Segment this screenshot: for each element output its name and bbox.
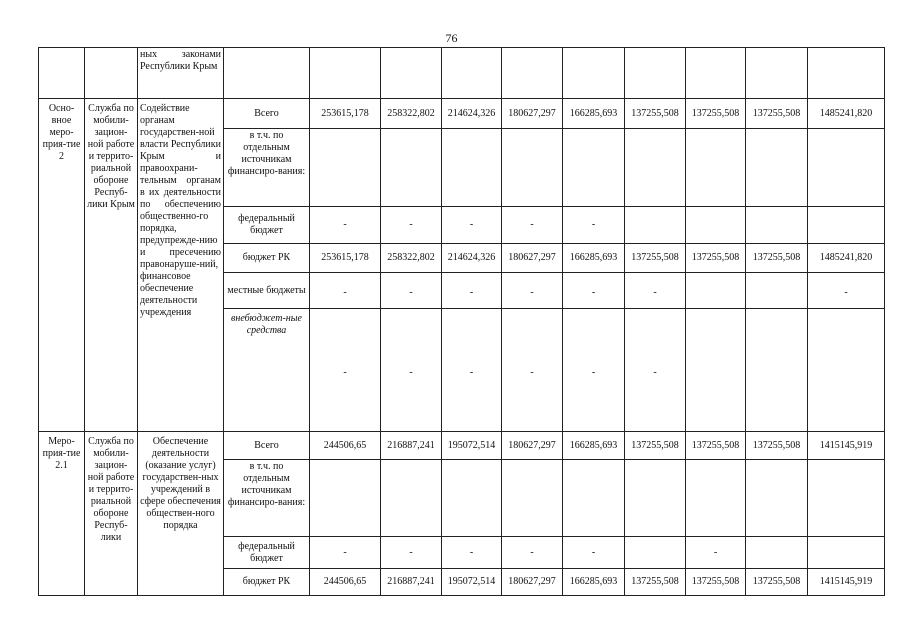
amount-cell bbox=[686, 309, 746, 432]
table-row bbox=[39, 432, 885, 460]
amount-cell: 166285,693 bbox=[563, 99, 625, 129]
amount-cell: - bbox=[442, 207, 502, 244]
amount-cell: - bbox=[381, 273, 442, 309]
amount-cell bbox=[808, 537, 885, 569]
amount-cell: 137255,508 bbox=[746, 244, 808, 273]
amount-cell: 137255,508 bbox=[686, 432, 746, 460]
amount-cell: 1485241,820 bbox=[808, 99, 885, 129]
funding-source: федеральный бюджет bbox=[224, 207, 310, 244]
amount-cell bbox=[808, 207, 885, 244]
funding-source: бюджет РК bbox=[224, 244, 310, 273]
amount-cell: - bbox=[310, 309, 381, 432]
amount-cell bbox=[625, 207, 686, 244]
amount-cell: - bbox=[563, 537, 625, 569]
funding-source: в т.ч. по отдельным источникам финансиро-вания: bbox=[224, 129, 310, 207]
amount-cell: - bbox=[563, 273, 625, 309]
amount-cell: 1485241,820 bbox=[808, 244, 885, 273]
amount-cell: 137255,508 bbox=[625, 569, 686, 596]
amount-cell bbox=[746, 273, 808, 309]
page-number: 76 bbox=[445, 31, 458, 45]
amount-cell: - bbox=[310, 207, 381, 244]
amount-cell bbox=[746, 460, 808, 537]
amount-cell: 244506,65 bbox=[310, 569, 381, 596]
amount-cell: 216887,241 bbox=[381, 569, 442, 596]
amount-cell: - bbox=[442, 309, 502, 432]
amount-cell: 1415145,919 bbox=[808, 432, 885, 460]
funding-source: в т.ч. по отдельным источникам финансиро-вания: bbox=[224, 460, 310, 537]
amount-cell: 137255,508 bbox=[625, 99, 686, 129]
funding-source: местные бюджеты bbox=[224, 273, 310, 309]
amount-cell: 166285,693 bbox=[563, 244, 625, 273]
amount-cell: 137255,508 bbox=[625, 432, 686, 460]
amount-cell: 253615,178 bbox=[310, 99, 381, 129]
amount-cell: - bbox=[502, 207, 563, 244]
amount-cell: - bbox=[502, 537, 563, 569]
amount-cell: - bbox=[442, 273, 502, 309]
funding-source: Всего bbox=[224, 432, 310, 460]
table-row bbox=[39, 99, 885, 129]
amount-cell bbox=[502, 129, 563, 207]
amount-cell bbox=[746, 129, 808, 207]
amount-cell bbox=[502, 460, 563, 537]
amount-cell: 253615,178 bbox=[310, 244, 381, 273]
amount-cell: 137255,508 bbox=[686, 569, 746, 596]
amount-cell: 195072,514 bbox=[442, 432, 502, 460]
continuation-text: ных законами Республики Крым bbox=[138, 48, 224, 99]
amount-cell: - bbox=[502, 309, 563, 432]
amount-cell: 214624,326 bbox=[442, 99, 502, 129]
amount-cell: 180627,297 bbox=[502, 244, 563, 273]
amount-cell bbox=[746, 309, 808, 432]
amount-cell bbox=[625, 129, 686, 207]
amount-cell: 1415145,919 bbox=[808, 569, 885, 596]
amount-cell bbox=[808, 309, 885, 432]
amount-cell: 180627,297 bbox=[502, 569, 563, 596]
measure-name: Обеспечение деятельности (оказание услуг) государствен-ных учреждений в сфере обеспечения обществен-ного порядка bbox=[138, 432, 224, 596]
amount-cell: - bbox=[442, 537, 502, 569]
amount-cell: - bbox=[563, 309, 625, 432]
amount-cell: - bbox=[625, 309, 686, 432]
executor: Служба по мобили-зацион-ной работе и террито-риальной обороне Респуб-лики Крым bbox=[85, 99, 138, 432]
amount-cell bbox=[381, 129, 442, 207]
amount-cell: 258322,802 bbox=[381, 244, 442, 273]
measure-code: Осно-вное меро-прия-тие 2 bbox=[39, 99, 85, 432]
amount-cell: 244506,65 bbox=[310, 432, 381, 460]
amount-cell bbox=[563, 129, 625, 207]
amount-cell bbox=[310, 460, 381, 537]
amount-cell bbox=[686, 129, 746, 207]
amount-cell: - bbox=[381, 207, 442, 244]
amount-cell: - bbox=[808, 273, 885, 309]
executor: Служба по мобили-зацион-ной работе и террито-риальной обороне Респуб-лики bbox=[85, 432, 138, 596]
continuation-row bbox=[39, 48, 885, 99]
amount-cell: - bbox=[502, 273, 563, 309]
amount-cell bbox=[310, 129, 381, 207]
amount-cell: 258322,802 bbox=[381, 99, 442, 129]
amount-cell: - bbox=[686, 537, 746, 569]
amount-cell: 180627,297 bbox=[502, 99, 563, 129]
amount-cell: 180627,297 bbox=[502, 432, 563, 460]
amount-cell: 137255,508 bbox=[746, 569, 808, 596]
funding-source: бюджет РК bbox=[224, 569, 310, 596]
amount-cell: 137255,508 bbox=[746, 99, 808, 129]
amount-cell: 137255,508 bbox=[686, 99, 746, 129]
amount-cell: 214624,326 bbox=[442, 244, 502, 273]
amount-cell bbox=[442, 129, 502, 207]
amount-cell bbox=[442, 460, 502, 537]
amount-cell: - bbox=[563, 207, 625, 244]
measure-name: Содействие органам государствен-ной власти Республики Крым и правоохрани-тельным органам в их деятельности по обеспечению общественно-го порядка, предупрежде-нию и пресечению правонаруше-ний, финансовое обеспечение деятельности учреждения bbox=[138, 99, 224, 432]
amount-cell: 195072,514 bbox=[442, 569, 502, 596]
amount-cell: 137255,508 bbox=[625, 244, 686, 273]
amount-cell bbox=[686, 207, 746, 244]
amount-cell bbox=[746, 207, 808, 244]
amount-cell: - bbox=[625, 273, 686, 309]
amount-cell bbox=[808, 129, 885, 207]
amount-cell bbox=[625, 537, 686, 569]
amount-cell: 166285,693 bbox=[563, 432, 625, 460]
amount-cell bbox=[686, 273, 746, 309]
amount-cell: 137255,508 bbox=[746, 432, 808, 460]
amount-cell: - bbox=[381, 537, 442, 569]
amount-cell bbox=[381, 460, 442, 537]
funding-source: федеральный бюджет bbox=[224, 537, 310, 569]
amount-cell bbox=[746, 537, 808, 569]
amount-cell: 216887,241 bbox=[381, 432, 442, 460]
funding-source: внебюджет-ные средства bbox=[224, 309, 310, 432]
amount-cell bbox=[808, 460, 885, 537]
amount-cell: - bbox=[310, 537, 381, 569]
amount-cell bbox=[563, 460, 625, 537]
measure-code: Меро-прия-тие 2.1 bbox=[39, 432, 85, 596]
amount-cell: 166285,693 bbox=[563, 569, 625, 596]
amount-cell: - bbox=[381, 309, 442, 432]
amount-cell: - bbox=[310, 273, 381, 309]
funding-source: Всего bbox=[224, 99, 310, 129]
amount-cell: 137255,508 bbox=[686, 244, 746, 273]
amount-cell bbox=[686, 460, 746, 537]
budget-table bbox=[38, 47, 885, 596]
amount-cell bbox=[625, 460, 686, 537]
